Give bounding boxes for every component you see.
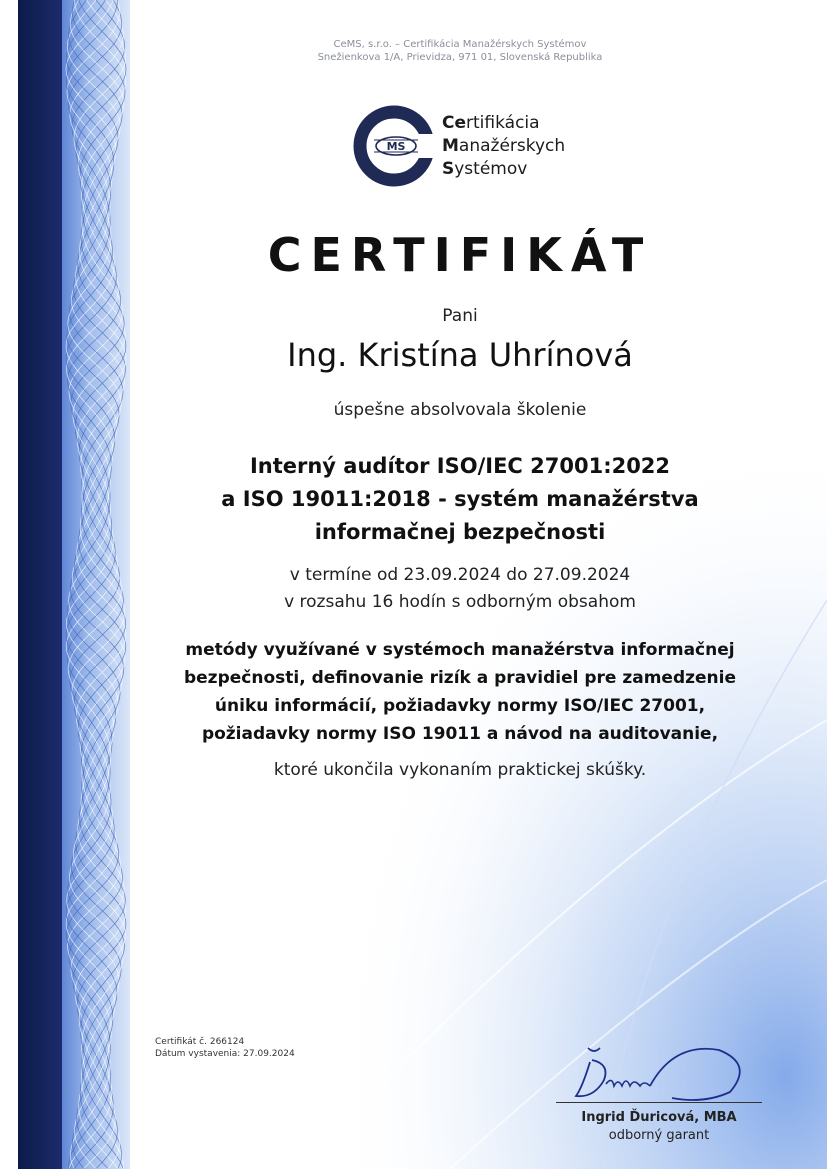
certificate-number: Certifikát č. 266124: [155, 1037, 245, 1047]
logo-initial-1: Ce: [442, 113, 467, 133]
course-topics: [130, 636, 790, 748]
topic-line-2: bezpečnosti, definovanie rizík a pravidiel pre zamedzenie: [183, 668, 737, 688]
issuer-line-1: CeMS, s.r.o. – Certifikácia Manažérskych Systémov: [333, 39, 587, 50]
logo-rest-1: rtifikácia: [466, 113, 540, 133]
signer-block: [556, 1109, 762, 1145]
course-line-3: informačnej bezpečnosti: [314, 520, 606, 544]
closing-text: ktoré ukončila vykonaním praktickej skúšky.: [273, 760, 647, 780]
logo-emblem-icon: [352, 104, 438, 188]
handwritten-signature: [554, 1040, 776, 1104]
logo-initial-3: S: [442, 159, 455, 179]
signer-name: Ingrid Ďuricová, MBA: [581, 1110, 737, 1125]
topic-line-1: metódy využívané v systémoch manažérstva informačnej: [185, 640, 735, 660]
issue-date: Dátum vystavenia: 27.09.2024: [155, 1049, 295, 1059]
certificate-meta: [155, 1036, 295, 1060]
course-line-1: Interný audítor ISO/IEC 27001:2022: [249, 454, 671, 478]
topic-line-4: požiadavky normy ISO 19011 a návod na auditovanie,: [201, 724, 719, 744]
certificate-title: CERTIFIKÁT: [267, 228, 653, 282]
course-line-2: a ISO 19011:2018 - systém manažérstva: [221, 487, 699, 511]
course-title: [130, 450, 790, 549]
logo-wordmark: [442, 112, 565, 181]
recipient-name: Ing. Kristína Uhrínová: [287, 336, 633, 374]
topic-line-3: úniku informácií, požiadavky normy ISO/IEC 27001,: [214, 696, 706, 716]
scope-line: v rozsahu 16 hodín s odborným obsahom: [284, 592, 636, 612]
logo-rest-2: anažérskych: [458, 136, 566, 156]
completed-text: úspešne absolvovala školenie: [333, 400, 587, 420]
logo-rest-3: ystémov: [454, 159, 528, 179]
signature-line: [556, 1102, 762, 1103]
issuer-line-2: Snežienkova 1/A, Prievidza, 971 01, Slovenská Republika: [317, 52, 603, 63]
logo-emblem-text: MS: [386, 140, 406, 153]
term-line: v termíne od 23.09.2024 do 27.09.2024: [289, 565, 631, 585]
cems-logo: [352, 104, 572, 188]
salutation: Pani: [442, 306, 478, 326]
guilloche-border: [62, 0, 130, 1169]
navy-border-strip: [18, 0, 62, 1169]
signer-role: odborný garant: [608, 1128, 710, 1143]
course-dates: [130, 562, 790, 616]
issuer-header: [130, 38, 790, 64]
logo-initial-2: M: [442, 136, 459, 156]
